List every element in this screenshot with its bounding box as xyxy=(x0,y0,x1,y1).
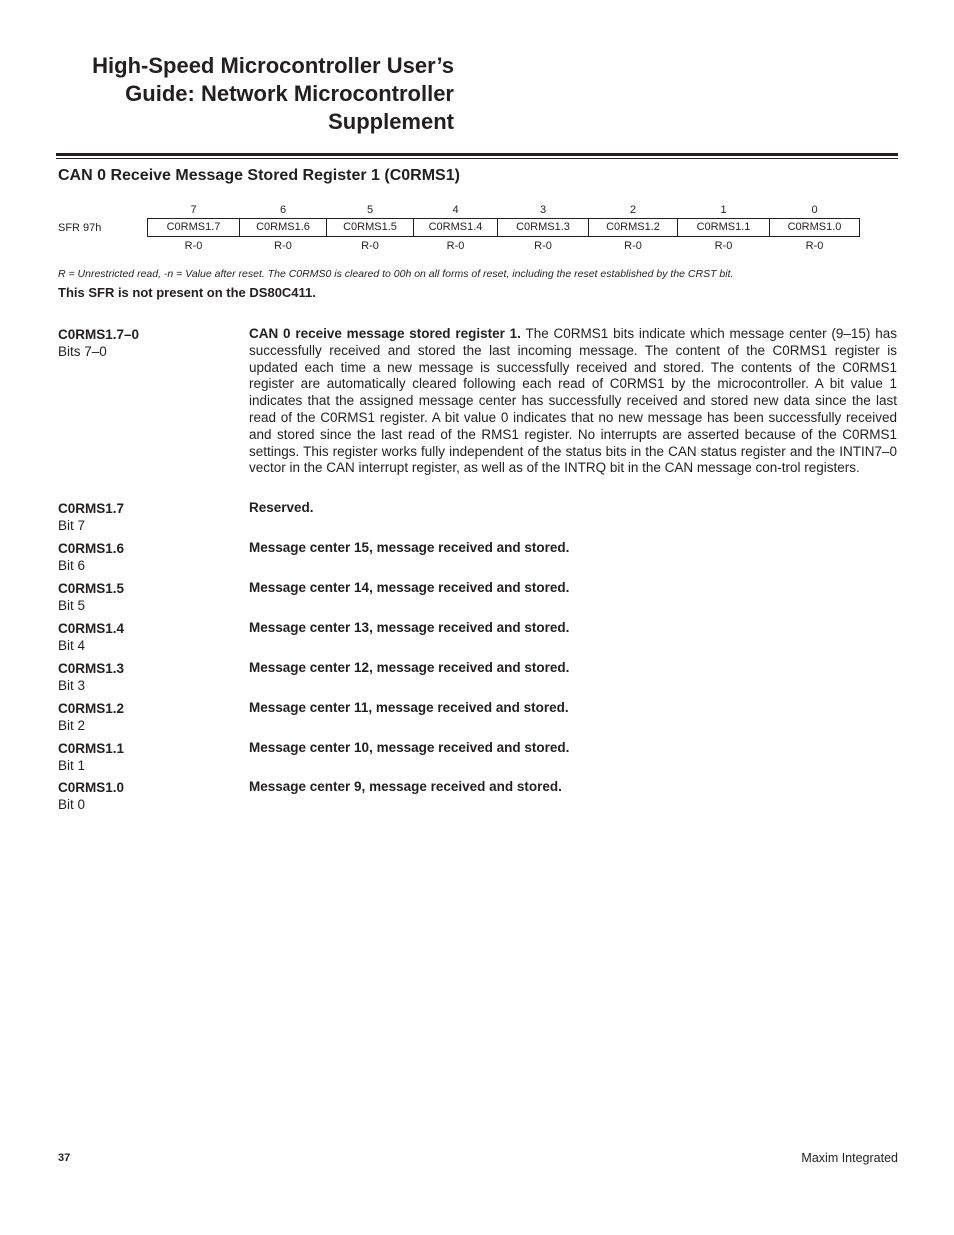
bit-name-cell: C0RMS1.4 xyxy=(414,219,498,237)
bit-description-lead: Reserved. xyxy=(249,500,314,515)
bit-field-name: C0RMS1.5 xyxy=(58,581,125,596)
register-legend-note: R = Unrestricted read, -n = Value after reset. The C0RMS0 is cleared to 00h on all forms of reset, including the reset established by the CRST bit. xyxy=(58,268,734,280)
bit-field-name: C0RMS1.4 xyxy=(58,621,125,636)
bit-description xyxy=(249,620,897,637)
bit-field-name: C0RMS1.0 xyxy=(58,780,125,795)
bit-name-cell: C0RMS1.7 xyxy=(148,219,240,237)
bit-description xyxy=(249,540,897,557)
access-value: R-0 xyxy=(274,239,292,252)
bit-name-cell: C0RMS1.2 xyxy=(589,219,678,237)
document-title-line: High-Speed Microcontroller User’s xyxy=(92,53,454,78)
header-rule-thick xyxy=(56,153,898,156)
document-title-line: Guide: Network Microcontroller xyxy=(125,81,454,106)
bit-description xyxy=(249,500,897,517)
document-title xyxy=(60,52,454,136)
bit-description-lead: Message center 11, message received and stored. xyxy=(249,700,569,715)
bit-range: Bit 7 xyxy=(58,518,86,533)
sfr-address-label: SFR 97h xyxy=(58,221,102,234)
access-value: R-0 xyxy=(446,239,465,252)
bit-number-row xyxy=(58,201,860,219)
bit-range: Bit 6 xyxy=(58,558,86,573)
bit-number: 0 xyxy=(811,203,818,216)
bit-description xyxy=(249,740,897,757)
bit-number: 6 xyxy=(279,203,287,216)
bit-range: Bit 2 xyxy=(58,718,86,733)
bit-field-name: C0RMS1.2 xyxy=(58,701,125,716)
bit-field-name: C0RMS1.7–0 xyxy=(58,327,140,342)
bit-number: 2 xyxy=(629,203,637,216)
register-bit-table xyxy=(58,201,860,254)
bit-number: 5 xyxy=(366,203,374,216)
header-rule-thin xyxy=(56,158,898,159)
bit-range: Bit 3 xyxy=(58,678,86,693)
access-value: R-0 xyxy=(714,239,733,252)
bit-description xyxy=(249,779,897,796)
bit-description xyxy=(249,580,897,597)
bit-description-lead: Message center 10, message received and stored. xyxy=(249,740,570,755)
bit-range: Bit 4 xyxy=(58,638,86,653)
bit-name-cell: C0RMS1.0 xyxy=(770,219,860,237)
bit-number: 4 xyxy=(452,203,459,216)
bit-name-cell: C0RMS1.5 xyxy=(327,219,414,237)
document-title-line: Supplement xyxy=(328,109,454,134)
bit-field-name: C0RMS1.1 xyxy=(58,741,125,756)
access-value: R-0 xyxy=(534,239,552,252)
bit-description-text: The C0RMS1 bits indicate which message center (9–15) has successfully received and stored the last incoming message. The content of the C0RMS1 register is updated each time a new message is successfully received and stored. The contents of the C0RMS1 register are automatically cleared following each read of C0RMS1 by the microcontroller. A bit value 1 indicates that the assigned message center has successfully received and stored new data since the last read of the C0RMS1 register. A bit value 0 indicates that no new message has been successfully received and stored since the last read of the RMS1 register. No interrupts are asserted because of the C0RMS1 settings. This register works fully independent of the status bits in the CAN status register and the INTIN7–0 vector in the CAN interrupt register, as well as of the INTRQ bit in the CAN message con-trol registers. xyxy=(249,326,897,476)
section-title: CAN 0 Receive Message Stored Register 1 (C0RMS1) xyxy=(58,167,460,184)
bit-description-lead: Message center 15, message received and stored. xyxy=(249,540,570,555)
availability-note: This SFR is not present on the DS80C411. xyxy=(58,285,316,300)
bit-description xyxy=(249,660,897,677)
bit-description-lead: CAN 0 receive message stored register 1. xyxy=(249,326,521,341)
bit-range: Bit 1 xyxy=(58,758,86,773)
access-value: R-0 xyxy=(805,239,824,252)
bit-name-cell: C0RMS1.3 xyxy=(498,219,589,237)
access-value: R-0 xyxy=(361,239,379,252)
access-value: R-0 xyxy=(624,239,642,252)
bit-range: Bit 0 xyxy=(58,797,86,812)
bit-field-name: C0RMS1.6 xyxy=(58,541,125,556)
access-value: R-0 xyxy=(184,239,203,252)
bit-description-lead: Message center 12, message received and stored. xyxy=(249,660,570,675)
bit-number: 3 xyxy=(539,203,547,216)
page-number: 37 xyxy=(58,1152,71,1164)
bit-name-cell: C0RMS1.1 xyxy=(678,219,770,237)
bit-number: 1 xyxy=(720,203,727,216)
bit-number: 7 xyxy=(190,203,197,216)
bit-name-row xyxy=(58,219,860,237)
bit-description xyxy=(249,700,897,717)
bit-description-lead: Message center 14, message received and stored. xyxy=(249,580,570,595)
bit-description-lead: Message center 13, message received and stored. xyxy=(249,620,570,635)
bit-field-name: C0RMS1.7 xyxy=(58,501,125,516)
bit-range: Bits 7–0 xyxy=(58,344,107,359)
bit-field-name: C0RMS1.3 xyxy=(58,661,125,676)
access-row xyxy=(58,237,860,255)
bit-range: Bit 5 xyxy=(58,598,86,613)
bit-name-cell: C0RMS1.6 xyxy=(240,219,327,237)
bit-description xyxy=(249,326,897,477)
company-name: Maxim Integrated xyxy=(801,1151,898,1165)
bit-description-lead: Message center 9, message received and stored. xyxy=(249,779,562,794)
